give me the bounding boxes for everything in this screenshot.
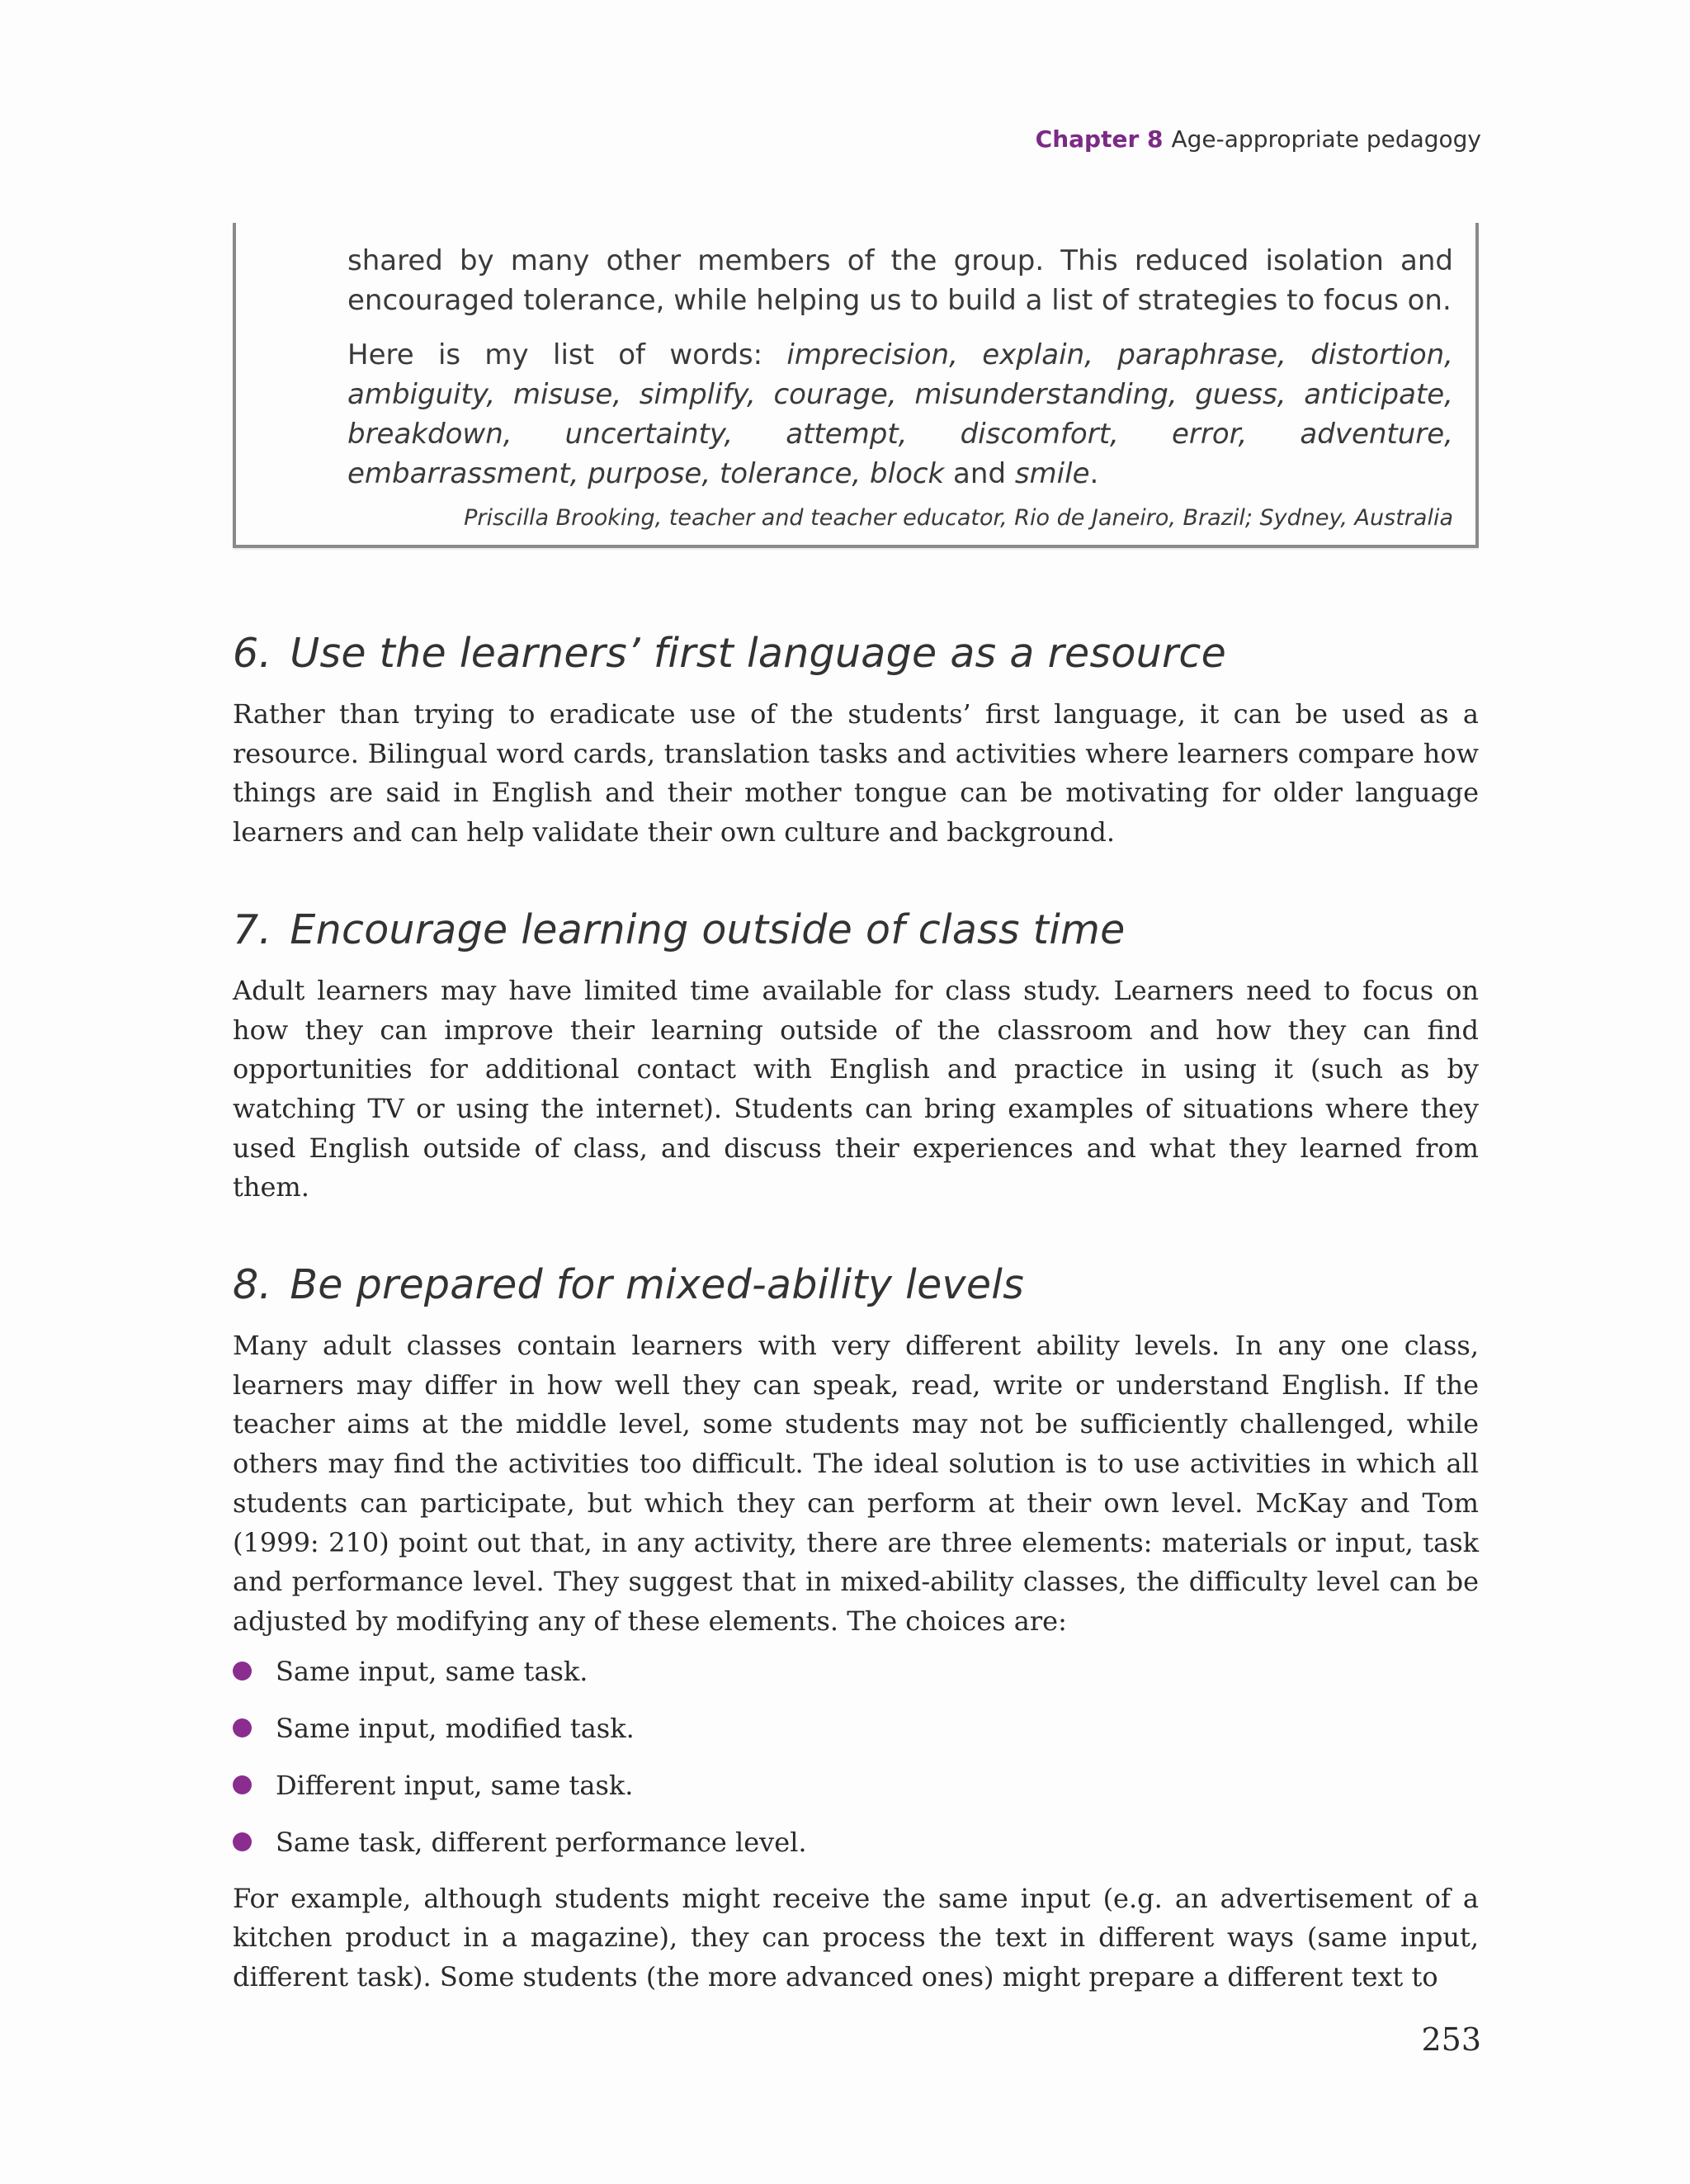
quote-word-list-intro: Here is my list of words: bbox=[347, 338, 787, 371]
section-number: 6. bbox=[233, 630, 272, 677]
quote-paragraph-2 bbox=[347, 335, 1453, 494]
quote-box bbox=[233, 223, 1479, 548]
chapter-label: Chapter 8 bbox=[1035, 125, 1164, 153]
list-item bbox=[233, 1652, 1479, 1691]
section-title: Use the learners’ first language as a resource bbox=[290, 630, 1227, 677]
list-item bbox=[233, 1709, 1479, 1748]
section-body: Adult learners may have limited time available for class study. Learners need to focus on how they can improve their learning outside of the classroom and how they can find opportunities for additional contact with English and practice in using it (such as by watching TV or using the internet). Students can bring examples of situations where they used English outside of class, and discuss their experiences and what they learned from them. bbox=[233, 974, 1479, 1203]
list-item-text: Different input, same task. bbox=[276, 1769, 634, 1801]
section-heading bbox=[233, 904, 1479, 957]
section-heading bbox=[233, 1259, 1479, 1312]
list-item-text: Same task, different performance level. bbox=[276, 1826, 807, 1858]
quote-word-list-last: smile bbox=[1014, 457, 1090, 490]
bullet-dot-icon bbox=[233, 1662, 252, 1681]
quote-word-list: imprecision, explain, paraphrase, distortion, ambiguity, misuse, simplify, courage, misunderstanding, guess, anticipate, breakdown, uncertainty, attempt, discomfort, error, adventure, embarrassment, purpose, tolerance, block bbox=[347, 338, 1453, 490]
quote-content bbox=[347, 241, 1453, 533]
list-item-text: Same input, modified task. bbox=[276, 1712, 635, 1744]
section-8 bbox=[233, 1259, 1479, 1997]
quote-paragraph-1: shared by many other members of the group. This reduced isolation and encouraged tolerance, while helping us to build a list of strategies to focus on. bbox=[347, 244, 1453, 317]
section-title: Encourage learning outside of class time bbox=[290, 905, 1126, 953]
section-7 bbox=[233, 904, 1479, 1208]
bullet-dot-icon bbox=[233, 1832, 252, 1851]
section-body: Rather than trying to eradicate use of the students’ first language, it can be used as a resource. Bilingual word cards, translation tasks and activities where learners compare how things are said in English and their mother tongue can be motivating for older language learners and can help validate their own culture and background. bbox=[233, 698, 1479, 849]
section-title: Be prepared for mixed-ability levels bbox=[290, 1261, 1025, 1309]
list-item bbox=[233, 1766, 1479, 1805]
quote-attribution: Priscilla Brooking, teacher and teacher educator, Rio de Janeiro, Brazil; Sydney, Australia bbox=[464, 505, 1453, 531]
section-body-continued: For example, although students might receive the same input (e.g. an advertisement of a kitchen product in a magazine), they can process the text in different ways (same input, different task). Some students (the more advanced ones) might prepare a different text to bbox=[233, 1882, 1479, 1993]
page-number: 253 bbox=[1421, 2021, 1481, 2058]
list-item-text: Same input, same task. bbox=[276, 1655, 588, 1687]
section-body: Many adult classes contain learners with very different ability levels. In any one class, learners may differ in how well they can speak, read, write or understand English. If the teacher aims at the middle level, some students may not be sufficiently challenged, while others may find the activities too difficult. The ideal solution is to use activities in which all students can participate, but which they can perform at their own level. McKay and Tom (1999: 210) point out that, in any activity, there are three elements: materials or input, task and performance level. They suggest that in mixed-ability classes, the difficulty level can be adjusted by modifying any of these elements. The choices are: bbox=[233, 1330, 1479, 1637]
section-number: 8. bbox=[233, 1261, 272, 1309]
section-number: 7. bbox=[233, 905, 272, 953]
choices-list bbox=[233, 1652, 1479, 1862]
section-heading bbox=[233, 627, 1479, 680]
main-content bbox=[233, 627, 1479, 2049]
quote-word-list-and: and bbox=[944, 457, 1015, 490]
running-header bbox=[1036, 125, 1481, 153]
list-item bbox=[233, 1822, 1479, 1862]
bullet-dot-icon bbox=[233, 1775, 252, 1794]
chapter-title: Age-appropriate pedagogy bbox=[1171, 125, 1481, 153]
section-6 bbox=[233, 627, 1479, 853]
bullet-dot-icon bbox=[233, 1718, 252, 1737]
quote-word-list-end: . bbox=[1089, 457, 1099, 490]
